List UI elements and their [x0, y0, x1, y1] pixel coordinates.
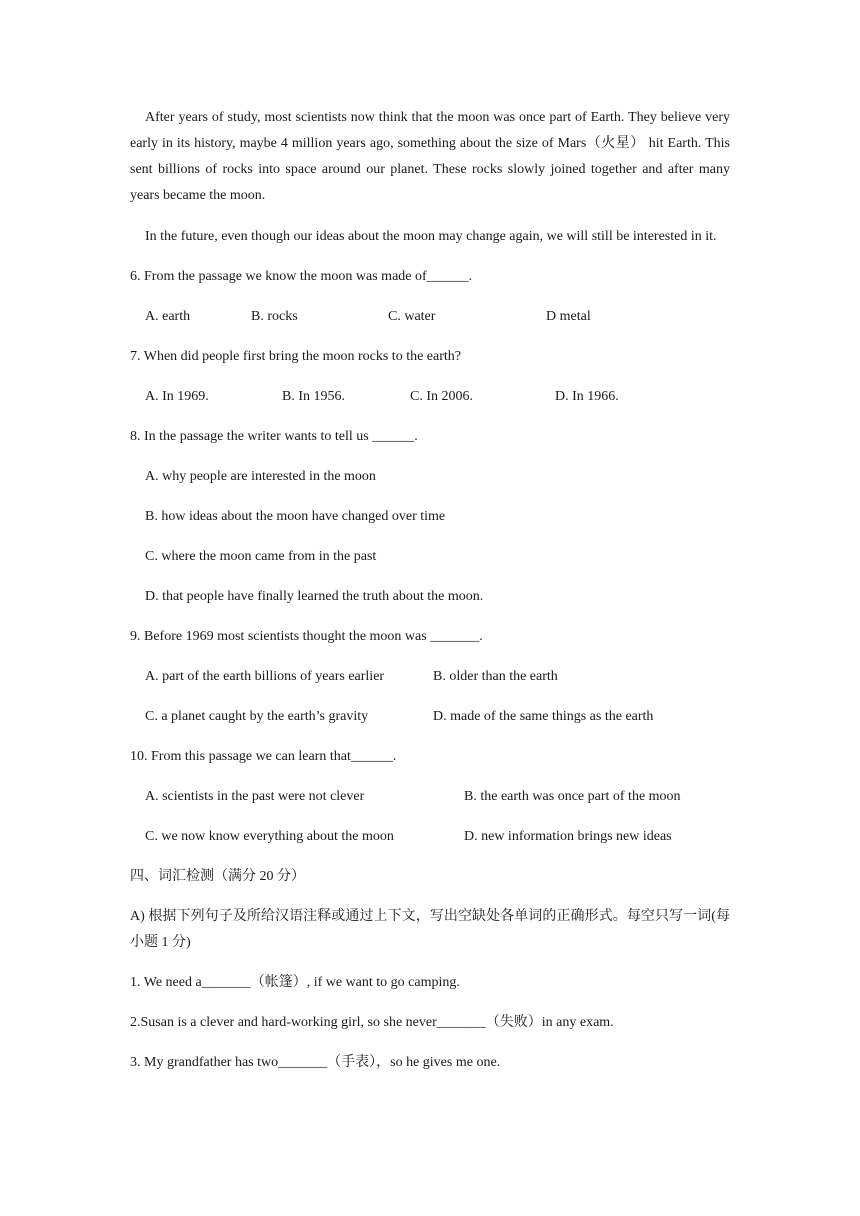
- question-10-stem: 10. From this passage we can learn that______.: [130, 749, 397, 764]
- q9-option-a: A. part of the earth billions of years earlier: [145, 669, 385, 684]
- passage-paragraph-2: In the future, even though our ideas about the moon may change again, we will still be interested in it.: [145, 229, 717, 244]
- q8-option-b: B. how ideas about the moon have changed over time: [145, 509, 446, 524]
- question-7-stem: 7. When did people first bring the moon rocks to the earth?: [130, 349, 461, 364]
- document-page: [130, 105, 730, 1090]
- q9-option-b: B. older than the earth: [433, 669, 558, 684]
- q10-option-a: A. scientists in the past were not clever: [145, 789, 365, 804]
- q10-option-b: B. the earth was once part of the moon: [464, 789, 681, 804]
- question-10-options-row-1: [130, 784, 730, 824]
- q7-option-b: B. In 1956.: [282, 389, 345, 404]
- question-9-options-row-1: [130, 664, 730, 704]
- q9-option-d: D. made of the same things as the earth: [433, 709, 654, 724]
- q10-option-c: C. we now know everything about the moon: [145, 829, 394, 844]
- q8-option-a: A. why people are interested in the moon: [145, 469, 376, 484]
- q8-option-c: C. where the moon came from in the past: [145, 549, 377, 564]
- q7-option-a: A. In 1969.: [145, 389, 209, 404]
- q7-option-c: C. In 2006.: [410, 389, 473, 404]
- q6-option-d: D metal: [546, 309, 591, 324]
- question-9-options-row-2: [130, 704, 730, 744]
- q9-option-c: C. a planet caught by the earth’s gravity: [145, 709, 369, 724]
- q7-option-d: D. In 1966.: [555, 389, 619, 404]
- vocab-item-1: 1. We need a_______（帐篷）, if we want to go camping.: [130, 975, 460, 990]
- q6-option-b: B. rocks: [251, 309, 298, 324]
- q6-option-c: C. water: [388, 309, 436, 324]
- q10-option-d: D. new information brings new ideas: [464, 829, 672, 844]
- passage-paragraph-1: After years of study, most scientists now think that the moon was once part of Earth. They believe very early in its history, maybe 4 million years ago, something about the size of Mars（火星） hit Earth. This sent billions of rocks into space around our planet. These rocks slowly joined together and after many years became the moon.: [130, 110, 730, 203]
- section-4-title: 四、词汇检测（满分 20 分）: [130, 869, 305, 884]
- vocab-item-3: 3. My grandfather has two_______（手表），so he gives me one.: [130, 1055, 501, 1070]
- question-10-options-row-2: [130, 824, 730, 864]
- q6-option-a: A. earth: [145, 309, 191, 324]
- q8-option-d: D. that people have finally learned the truth about the moon.: [145, 589, 484, 604]
- section-4-instruction: A) 根据下列句子及所给汉语注释或通过上下文，写出空缺处各单词的正确形式。每空只写一词(每小题 1 分): [130, 909, 730, 950]
- question-9-stem: 9. Before 1969 most scientists thought the moon was _______.: [130, 629, 483, 644]
- question-7-options: [130, 384, 730, 424]
- question-6-stem: 6. From the passage we know the moon was made of______.: [130, 269, 473, 284]
- question-8-stem: 8. In the passage the writer wants to tell us ______.: [130, 429, 418, 444]
- vocab-item-2: 2.Susan is a clever and hard-working girl, so she never_______（失败）in any exam.: [130, 1015, 614, 1030]
- question-6-options: [130, 304, 730, 344]
